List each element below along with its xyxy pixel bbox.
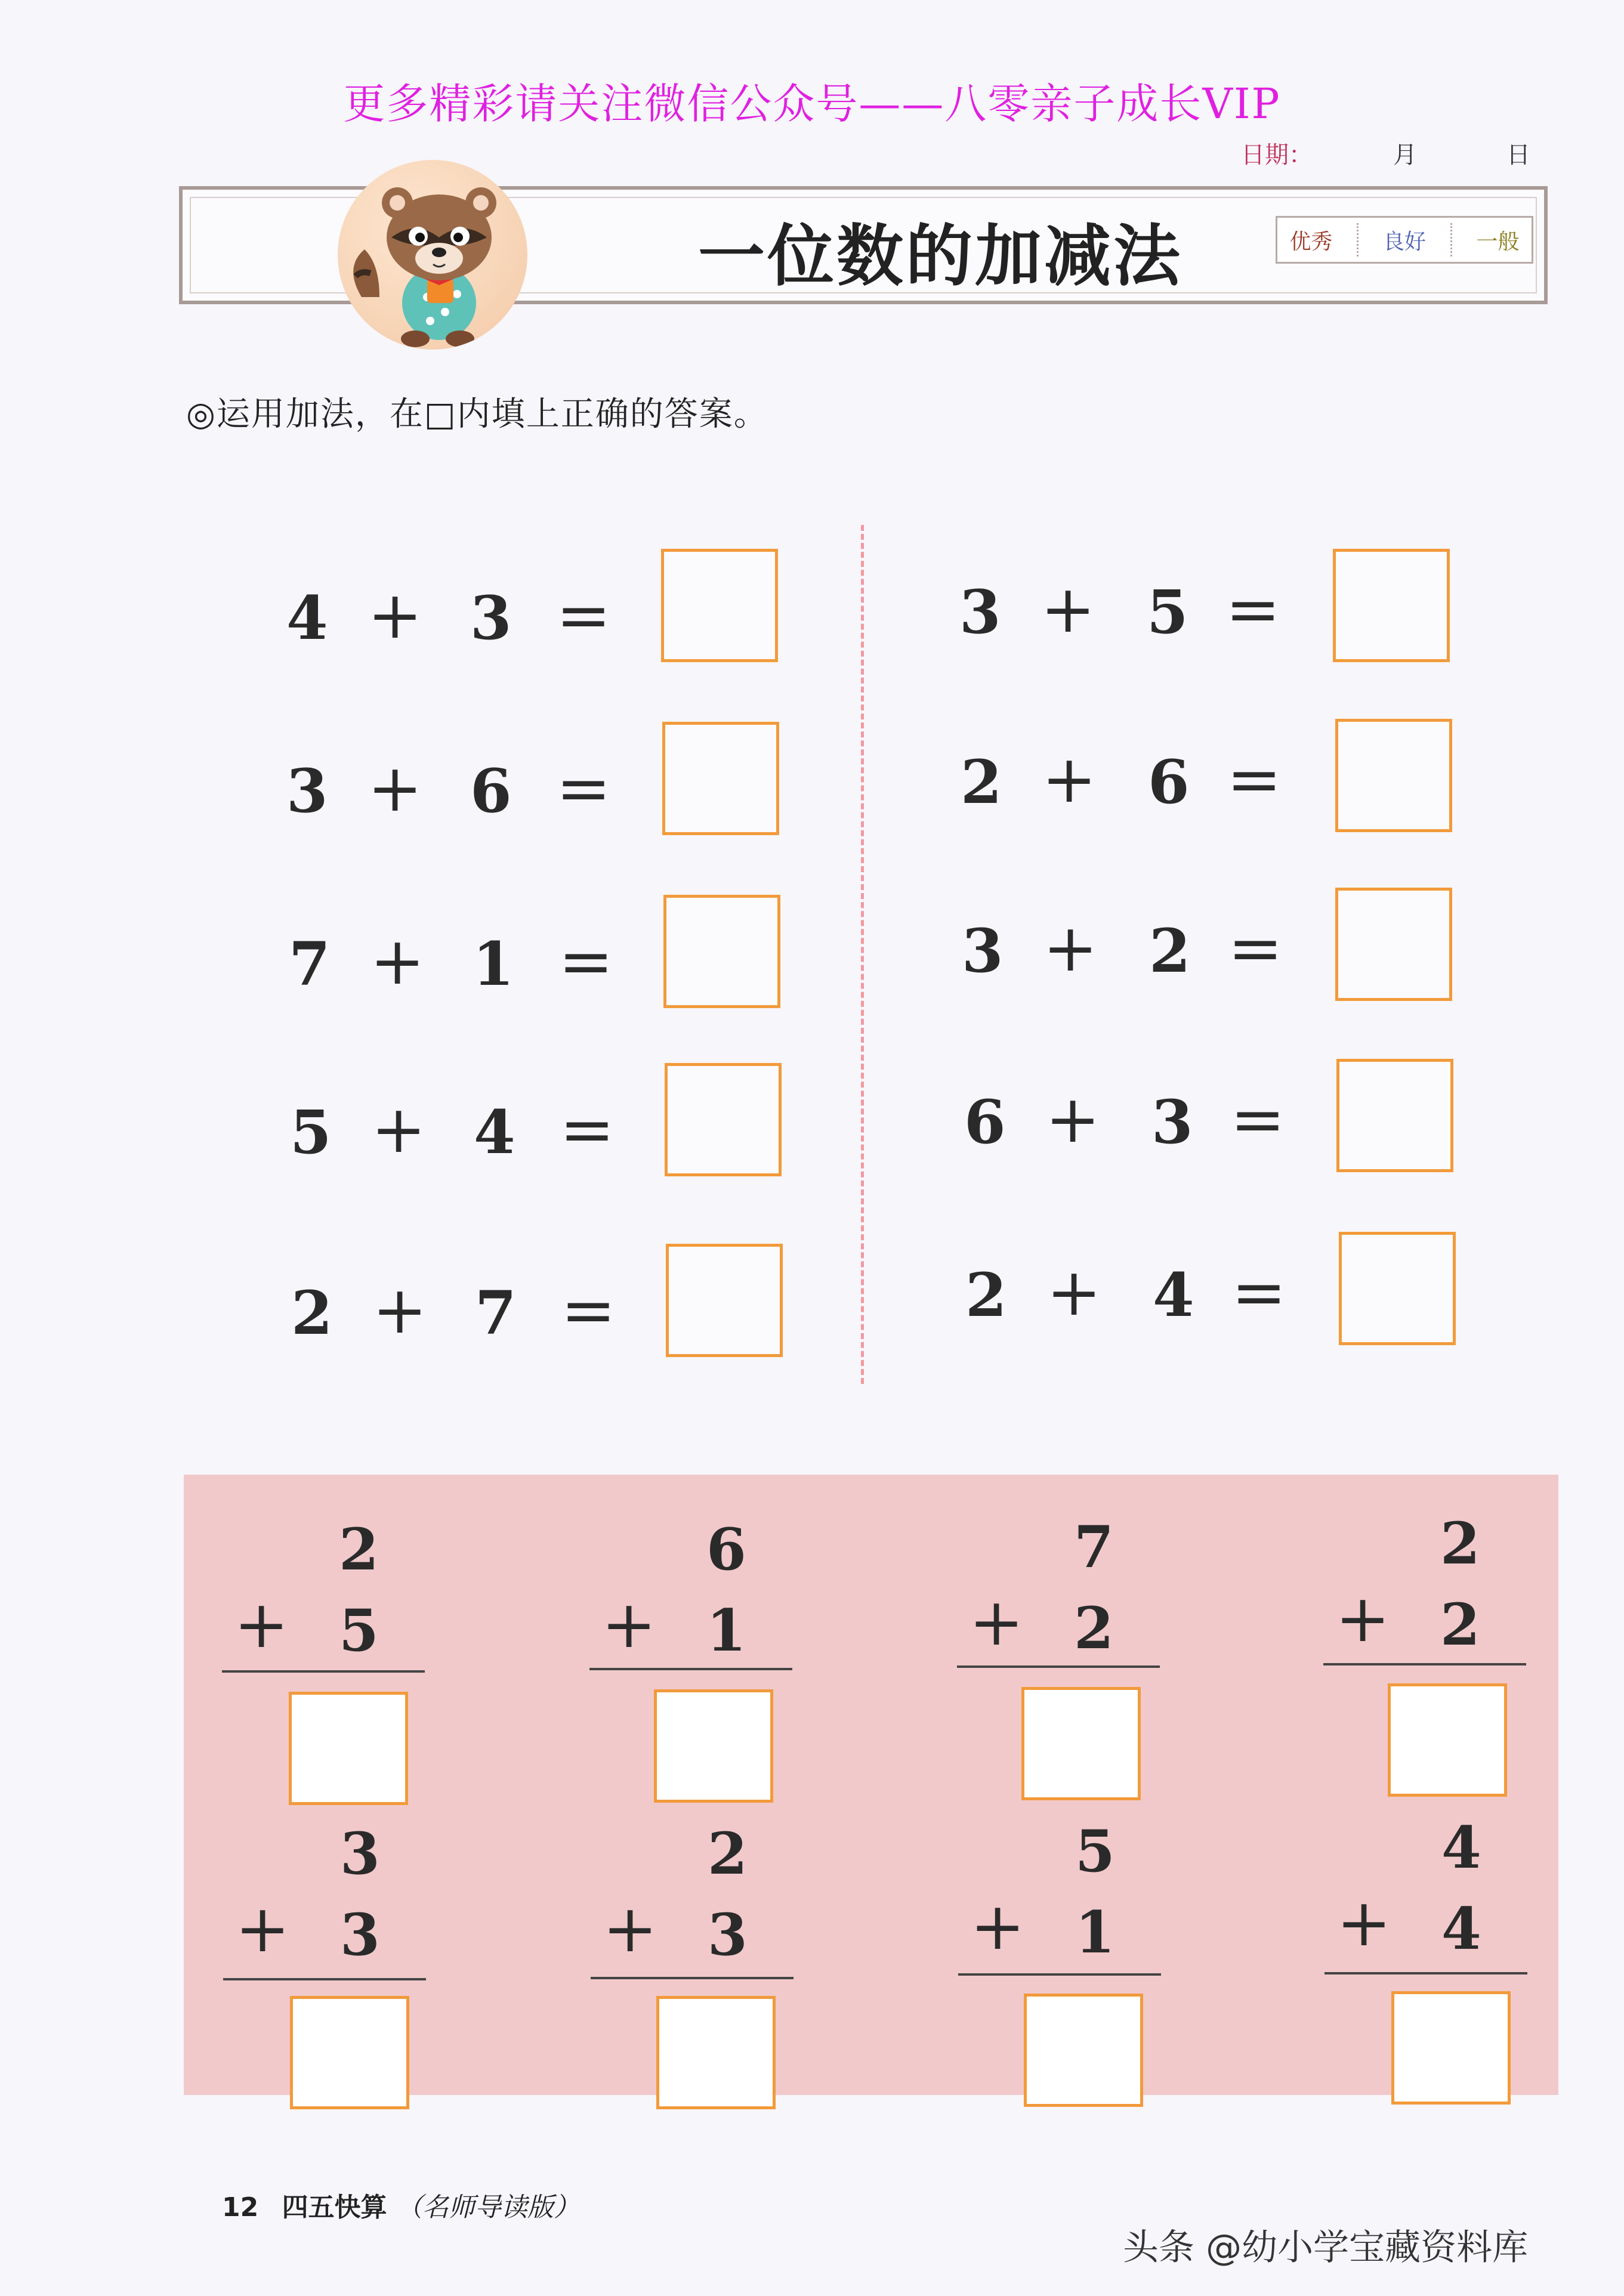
plus-sign: + bbox=[370, 923, 425, 999]
operand-b: 1 bbox=[473, 929, 514, 999]
plus-sign: + bbox=[1042, 741, 1097, 817]
operand-b: 3 bbox=[470, 583, 512, 653]
bottom-number: 1 bbox=[706, 1597, 746, 1664]
equals-sign: = bbox=[556, 750, 612, 826]
operand-b: 2 bbox=[1149, 916, 1191, 986]
date-label: 日期： bbox=[1241, 141, 1313, 169]
plus-sign: + bbox=[372, 1272, 428, 1348]
answer-box[interactable] bbox=[289, 1692, 408, 1805]
date-month-label: 月 bbox=[1393, 141, 1417, 169]
plus-sign: + bbox=[970, 1888, 1026, 1964]
operand-a: 2 bbox=[965, 1260, 1007, 1330]
operand-b: 4 bbox=[1153, 1260, 1194, 1330]
watermark-text: 头条 @幼小学宝藏资料库 bbox=[1123, 2227, 1529, 2269]
sum-line bbox=[589, 1668, 792, 1670]
page-number: 12 bbox=[222, 2192, 259, 2223]
bottom-number: 2 bbox=[1440, 1591, 1480, 1658]
answer-box[interactable] bbox=[1333, 549, 1450, 662]
operand-a: 3 bbox=[962, 916, 1004, 986]
date-day-label: 日 bbox=[1506, 141, 1530, 169]
instruction-text: ◎运用加法，在□内填上正确的答案。 bbox=[186, 395, 768, 434]
equals-sign: = bbox=[561, 1272, 616, 1348]
page-title: 一位数的加减法 bbox=[698, 217, 1183, 295]
sum-line bbox=[222, 1670, 425, 1673]
plus-sign: + bbox=[1336, 1884, 1392, 1961]
answer-box[interactable] bbox=[654, 1689, 773, 1803]
sum-line bbox=[591, 1977, 794, 1979]
answer-box[interactable] bbox=[1391, 1991, 1511, 2105]
equals-sign: = bbox=[1228, 910, 1283, 986]
answer-box[interactable] bbox=[665, 1063, 782, 1176]
plus-sign: + bbox=[601, 1586, 657, 1662]
top-number: 2 bbox=[1440, 1510, 1480, 1577]
top-number: 3 bbox=[340, 1820, 380, 1887]
answer-box[interactable] bbox=[1021, 1687, 1141, 1800]
equals-sign: = bbox=[560, 1091, 615, 1167]
sum-line bbox=[958, 1973, 1161, 1976]
equals-sign: = bbox=[1227, 741, 1282, 817]
book-edition: （名师导读版） bbox=[396, 2192, 580, 2223]
top-number: 6 bbox=[706, 1516, 746, 1583]
equals-sign: = bbox=[1230, 1081, 1286, 1157]
plus-sign: + bbox=[1043, 910, 1098, 986]
plus-sign: + bbox=[235, 1890, 291, 1967]
operand-a: 2 bbox=[291, 1278, 333, 1348]
operand-a: 4 bbox=[286, 583, 328, 653]
operand-b: 5 bbox=[1147, 577, 1188, 647]
equals-sign: = bbox=[1225, 571, 1281, 647]
equals-sign: = bbox=[1231, 1254, 1287, 1330]
bottom-number: 3 bbox=[708, 1901, 748, 1969]
operand-a: 2 bbox=[961, 747, 1002, 817]
sum-line bbox=[1323, 1663, 1526, 1665]
answer-box[interactable] bbox=[290, 1996, 409, 2109]
operand-b: 7 bbox=[475, 1278, 517, 1348]
plus-sign: + bbox=[234, 1586, 289, 1662]
answer-box[interactable] bbox=[1024, 1994, 1143, 2107]
bottom-number: 2 bbox=[1074, 1594, 1114, 1662]
raccoon-mascot-icon bbox=[338, 160, 527, 350]
operand-b: 3 bbox=[1151, 1087, 1193, 1157]
answer-box[interactable] bbox=[1336, 1059, 1453, 1172]
answer-box[interactable] bbox=[656, 1996, 776, 2109]
operand-a: 6 bbox=[964, 1087, 1006, 1157]
answer-box[interactable] bbox=[1335, 888, 1452, 1001]
answer-box[interactable] bbox=[1388, 1683, 1507, 1797]
answer-box[interactable] bbox=[662, 722, 779, 835]
book-title: 四五快算 bbox=[282, 2192, 387, 2223]
answer-box[interactable] bbox=[1339, 1232, 1456, 1345]
plus-sign: + bbox=[368, 577, 423, 653]
equals-sign: = bbox=[556, 577, 612, 653]
top-number: 4 bbox=[1441, 1814, 1481, 1881]
plus-sign: + bbox=[371, 1091, 427, 1167]
answer-box[interactable] bbox=[666, 1244, 783, 1357]
plus-sign: + bbox=[603, 1890, 658, 1967]
plus-sign: + bbox=[368, 750, 423, 826]
bottom-number: 1 bbox=[1075, 1899, 1115, 1966]
operand-a: 5 bbox=[290, 1097, 332, 1167]
top-number: 7 bbox=[1074, 1513, 1114, 1581]
operand-a: 7 bbox=[289, 929, 331, 999]
sum-line bbox=[223, 1978, 426, 1980]
grade-excellent[interactable]: 优秀 bbox=[1289, 229, 1333, 254]
plus-sign: + bbox=[1045, 1081, 1101, 1157]
bottom-number: 4 bbox=[1441, 1895, 1481, 1963]
bottom-number: 5 bbox=[339, 1597, 379, 1664]
answer-box[interactable] bbox=[663, 895, 780, 1008]
sum-line bbox=[1324, 1972, 1527, 1974]
top-number: 5 bbox=[1075, 1818, 1115, 1885]
answer-box[interactable] bbox=[1335, 719, 1452, 832]
sum-line bbox=[957, 1665, 1160, 1668]
grade-rating-box bbox=[1276, 216, 1533, 264]
operand-b: 4 bbox=[474, 1097, 515, 1167]
answer-box[interactable] bbox=[661, 549, 778, 662]
plus-sign: + bbox=[1335, 1580, 1391, 1657]
operand-b: 6 bbox=[1148, 747, 1190, 817]
plus-sign: + bbox=[969, 1584, 1024, 1660]
operand-b: 6 bbox=[470, 756, 512, 826]
operand-a: 3 bbox=[286, 756, 328, 826]
top-number: 2 bbox=[708, 1820, 748, 1887]
equals-sign: = bbox=[558, 923, 614, 999]
grade-good[interactable]: 良好 bbox=[1382, 229, 1426, 254]
column-divider bbox=[861, 525, 864, 1384]
grade-fair[interactable]: 一般 bbox=[1476, 229, 1520, 254]
plus-sign: + bbox=[1041, 571, 1096, 647]
plus-sign: + bbox=[1046, 1254, 1102, 1330]
promo-banner-text: 更多精彩请关注微信公众号——八零亲子成长VIP bbox=[343, 79, 1281, 128]
operand-a: 3 bbox=[959, 577, 1001, 647]
page-footer bbox=[222, 2186, 580, 2224]
top-number: 2 bbox=[339, 1516, 379, 1583]
bottom-number: 3 bbox=[340, 1901, 380, 1969]
